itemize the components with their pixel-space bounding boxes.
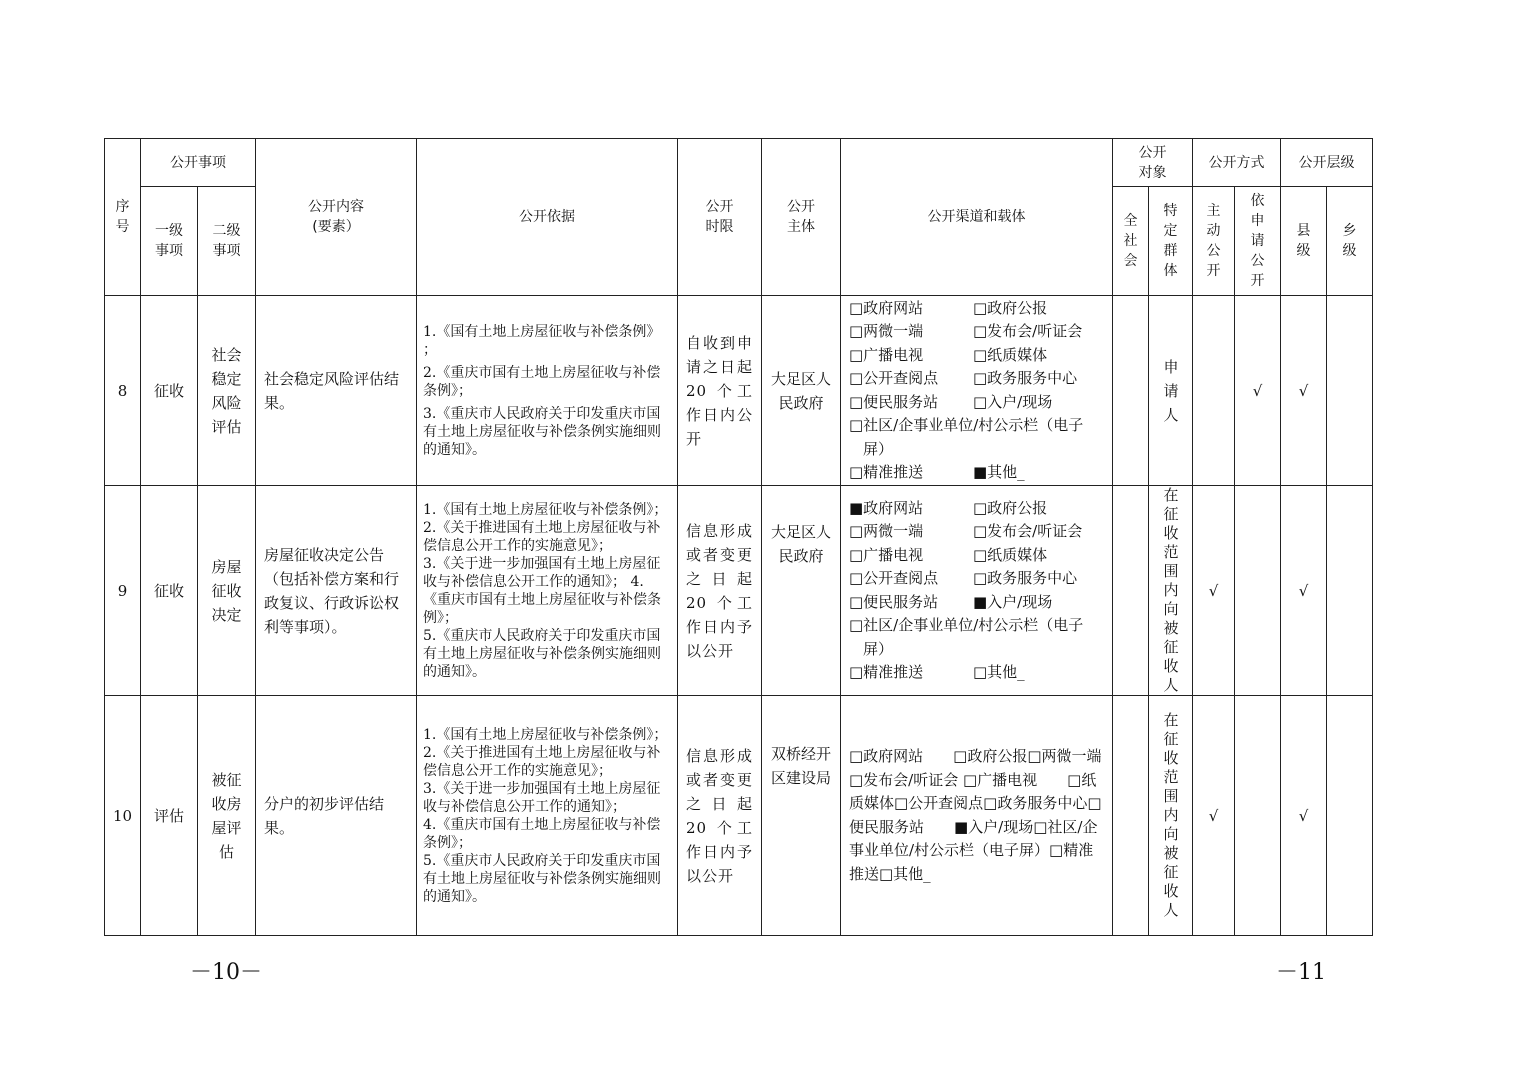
table-row bbox=[105, 296, 1373, 486]
row-channels: ■政府网站 □政府公报 □两微一端 □发布会/听证会 □广播电视 □纸质媒体 □公开查阅点 □政务服务中心 □便民服务站 ■入户/现场 □社区/企事业单位/村公示栏（电子屏） □精准推送 □其他_ bbox=[841, 486, 1113, 696]
header-basis: 公开依据 bbox=[417, 139, 678, 296]
header-target-specific: 特定群体 bbox=[1149, 187, 1193, 296]
header-method-active: 主动公开 bbox=[1193, 187, 1235, 296]
row-content: 社会稳定风险评估结果。 bbox=[256, 296, 417, 486]
row-seq: 9 bbox=[105, 486, 141, 696]
row-basis: 1.《国有土地上房屋征收与补偿条例》； 2.《关于推进国有土地上房屋征收与补偿信息公开工作的实施意见》； 3.《关于进一步加强国有土地上房屋征收与补偿信息公开工作的通知》； 4.《重庆市国有土地上房屋征收与补偿条例》； 5.《重庆市人民政府关于印发重庆市国有土地上房屋征收与补偿条例实施细则的通知》。 bbox=[417, 486, 678, 696]
header-time-limit: 公开时限 bbox=[678, 139, 762, 296]
header-level1: 一级事项 bbox=[141, 187, 198, 296]
row-subject: 双桥经开区建设局 bbox=[762, 696, 841, 936]
row-method-active bbox=[1193, 296, 1235, 486]
header-channels: 公开渠道和载体 bbox=[841, 139, 1113, 296]
header-level-town: 乡级 bbox=[1327, 187, 1373, 296]
row-seq: 10 bbox=[105, 696, 141, 936]
header-level: 公开层级 bbox=[1281, 139, 1373, 187]
header-seq: 序号 bbox=[105, 139, 141, 296]
row-time-limit: 信息形成或者变更之日起 20 个工作日内予以公开 bbox=[678, 696, 762, 936]
row-level2: 房屋征收决定 bbox=[198, 486, 256, 696]
row-content: 房屋征收决定公告（包括补偿方案和行政复议、行政诉讼权利等事项）。 bbox=[256, 486, 417, 696]
row-level-town bbox=[1327, 696, 1373, 936]
row-level1: 征收 bbox=[141, 296, 198, 486]
row-method-apply bbox=[1235, 486, 1281, 696]
row-content: 分户的初步评估结果。 bbox=[256, 696, 417, 936]
row-method-apply: √ bbox=[1235, 296, 1281, 486]
row-time-limit: 自收到申请之日起 20 个工作日内公开 bbox=[678, 296, 762, 486]
row-subject: 大足区人民政府 bbox=[762, 296, 841, 486]
row-method-active: √ bbox=[1193, 696, 1235, 936]
row-channels: □政府网站 □政府公报□两微一端 □发布会/听证会 □广播电视 □纸质媒体□公开查阅点□政务服务中心□便民服务站 ■入户/现场□社区/企事业单位/村公示栏（电子屏）□精准推送□其他_ bbox=[841, 696, 1113, 936]
row-basis: 1.《国有土地上房屋征收与补偿条例》 ； 2.《重庆市国有土地上房屋征收与补偿条例》； 3.《重庆市人民政府关于印发重庆市国有土地上房屋征收与补偿条例实施细则的通知》。 bbox=[417, 296, 678, 486]
row-target-all bbox=[1113, 696, 1149, 936]
row-level-county: √ bbox=[1281, 296, 1327, 486]
row-level-county: √ bbox=[1281, 486, 1327, 696]
row-target-specific: 在征收范围内向被征收人 bbox=[1149, 486, 1193, 696]
header-method: 公开方式 bbox=[1193, 139, 1281, 187]
row-target-specific: 在征收范围内向被征收人 bbox=[1149, 696, 1193, 936]
row-level1: 评估 bbox=[141, 696, 198, 936]
row-time-limit: 信息形成或者变更之日起 20 个工作日内予以公开 bbox=[678, 486, 762, 696]
header-content: 公开内容 (要素） bbox=[256, 139, 417, 296]
row-level2: 被征收房屋评估 bbox=[198, 696, 256, 936]
row-level1: 征收 bbox=[141, 486, 198, 696]
header-target-all: 全社会 bbox=[1113, 187, 1149, 296]
table-row bbox=[105, 696, 1373, 936]
header-level-county: 县级 bbox=[1281, 187, 1327, 296]
row-level-county: √ bbox=[1281, 696, 1327, 936]
row-target-all bbox=[1113, 486, 1149, 696]
row-level-town bbox=[1327, 296, 1373, 486]
row-level2: 社会稳定风险评估 bbox=[198, 296, 256, 486]
disclosure-table bbox=[104, 138, 1373, 936]
row-channels: □政府网站 □政府公报 □两微一端 □发布会/听证会 □广播电视 □纸质媒体 □公开查阅点 □政务服务中心 □便民服务站 □入户/现场 □社区/企事业单位/村公示栏（电子屏） □精准推送 ■其他_ bbox=[841, 296, 1113, 486]
row-level-town bbox=[1327, 486, 1373, 696]
row-subject: 大足区人民政府 bbox=[762, 486, 841, 696]
header-level2: 二级事项 bbox=[198, 187, 256, 296]
header-method-apply: 依申请公开 bbox=[1235, 187, 1281, 296]
row-target-all bbox=[1113, 296, 1149, 486]
table-row bbox=[105, 486, 1373, 696]
row-basis: 1.《国有土地上房屋征收与补偿条例》； 2.《关于推进国有土地上房屋征收与补偿信息公开工作的实施意见》； 3.《关于进一步加强国有土地上房屋征收与补偿信息公开工作的通知》； 4.《重庆市国有土地上房屋征收与补偿条例》； 5.《重庆市人民政府关于印发重庆市国有土地上房屋征收与补偿条例实施细则的通知》。 bbox=[417, 696, 678, 936]
header-subject: 公开主体 bbox=[762, 139, 841, 296]
page-number-left: －10－ bbox=[190, 960, 262, 985]
row-method-apply bbox=[1235, 696, 1281, 936]
row-seq: 8 bbox=[105, 296, 141, 486]
row-target-specific: 申请人 bbox=[1149, 296, 1193, 486]
row-method-active: √ bbox=[1193, 486, 1235, 696]
page-number-right: －11 bbox=[1276, 960, 1326, 985]
header-matter: 公开事项 bbox=[141, 139, 256, 187]
header-target: 公开对象 bbox=[1113, 139, 1193, 187]
